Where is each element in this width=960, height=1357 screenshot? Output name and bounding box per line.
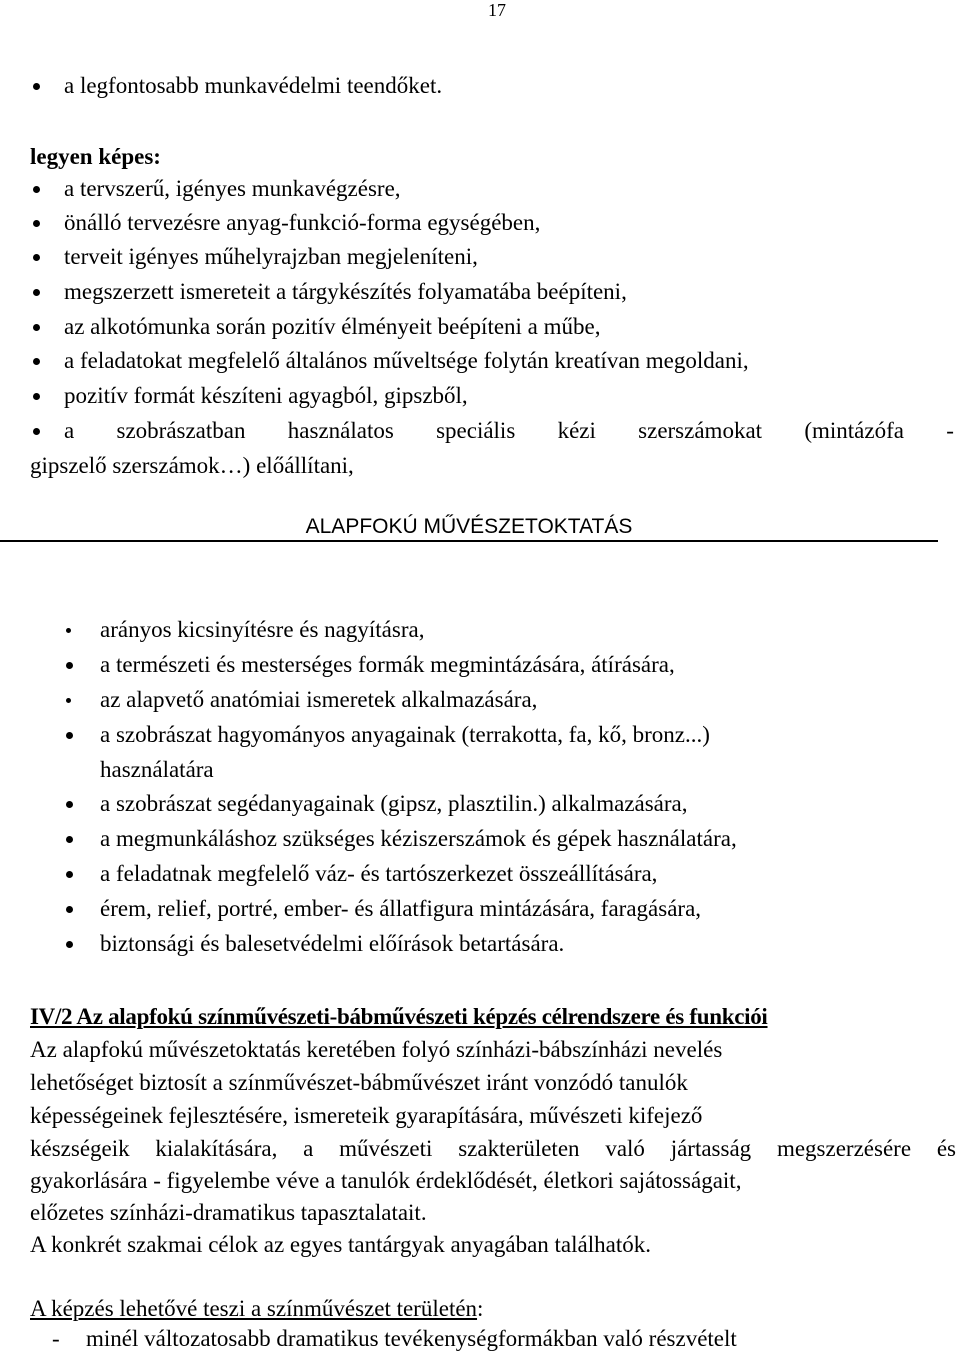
opportunity-heading-line bbox=[30, 1292, 483, 1326]
word: szobrászatban bbox=[116, 418, 246, 443]
paragraph-line: Az alapfokú művészetoktatás keretében folyó színházi-bábszínházi nevelés bbox=[30, 1037, 723, 1062]
list-item-text: a természeti és mesterséges formák megmintázására, átírására, bbox=[100, 652, 675, 677]
section-title: IV/2 Az alapfokú színművészeti-bábművészeti képzés célrendszere és funkciói bbox=[30, 1004, 768, 1029]
list-item-text: arányos kicsinyítésre és nagyításra, bbox=[100, 617, 425, 642]
bullet-icon bbox=[33, 186, 40, 193]
list-item-text: az alkotómunka során pozitív élményeit beépíteni a műbe, bbox=[64, 314, 601, 339]
paragraph-line: lehetőséget biztosít a színművészet-bábművészet iránt vonzódó tanulók bbox=[30, 1070, 688, 1095]
list-item-text: minél változatosabb dramatikus tevékenységformákban való részvételt bbox=[86, 1326, 737, 1351]
list-item-text: a feladatokat megfelelő általános műveltsége folytán kreatívan megoldani, bbox=[64, 348, 749, 373]
dash-marker: - bbox=[52, 1326, 60, 1351]
bullet-icon bbox=[66, 732, 73, 739]
bullet-icon bbox=[33, 428, 40, 435]
list-item-text: pozitív formát készíteni agyagból, gipszből, bbox=[64, 383, 468, 408]
list-item-text: az alapvető anatómiai ismeretek alkalmazására, bbox=[100, 687, 538, 712]
bullet-icon bbox=[33, 220, 40, 227]
list-item-text: a szobrászat hagyományos anyagainak (terrakotta, fa, kő, bronz...) bbox=[100, 722, 710, 747]
divider bbox=[0, 540, 938, 542]
list-item-text: megszerzett ismereteit a tárgykészítés folyamatába beépíteni, bbox=[64, 279, 627, 304]
word: szakterületen bbox=[458, 1136, 580, 1161]
list-item-text: a feladatnak megfelelő váz- és tartószerkezet összeállítására, bbox=[100, 861, 658, 886]
section-heading: ALAPFOKÚ MŰVÉSZETOKTATÁS bbox=[305, 515, 633, 538]
list-item-continuation: használatára bbox=[100, 757, 214, 782]
bullet-icon bbox=[33, 83, 40, 90]
list-item-text: a szobrászat segédanyagainak (gipsz, plasztilin.) alkalmazására, bbox=[100, 791, 688, 816]
bullet-icon bbox=[66, 871, 73, 878]
bullet-icon bbox=[33, 254, 40, 261]
list-item-text: önálló tervezésre anyag-funkció-forma egységében, bbox=[64, 210, 541, 235]
list-item-text: a tervszerű, igényes munkavégzésre, bbox=[64, 176, 401, 201]
paragraph-line: előzetes színházi-dramatikus tapasztalatait. bbox=[30, 1200, 427, 1225]
bullet-icon bbox=[33, 324, 40, 331]
word: megszerzésére bbox=[776, 1136, 912, 1161]
list-item-text: terveit igényes műhelyrajzban megjeleníteni, bbox=[64, 244, 478, 269]
word: használatos bbox=[287, 418, 394, 443]
word: (mintázófa bbox=[804, 418, 904, 443]
word: való bbox=[605, 1136, 645, 1161]
page-number: 17 bbox=[488, 0, 506, 20]
bullet-icon bbox=[66, 906, 73, 913]
justified-line bbox=[64, 414, 954, 448]
paragraph-line: képességeinek fejlesztésére, ismereteik gyarapítására, művészeti kifejező bbox=[30, 1103, 703, 1128]
list-item-continuation: gipszelő szerszámok…) előállítani, bbox=[30, 453, 354, 478]
word: készségeik bbox=[30, 1136, 130, 1161]
bullet-icon bbox=[66, 698, 71, 703]
bullet-icon bbox=[33, 358, 40, 365]
bullet-icon bbox=[33, 289, 40, 296]
word: kialakítására, bbox=[155, 1136, 278, 1161]
list-item-text: a megmunkáláshoz szükséges kéziszerszámok és gépek használatára, bbox=[100, 826, 737, 851]
bullet-icon bbox=[66, 836, 73, 843]
bullet-icon bbox=[66, 941, 73, 948]
word: - bbox=[946, 418, 954, 443]
bullet-icon bbox=[33, 393, 40, 400]
list-item-text: a legfontosabb munkavédelmi teendőket. bbox=[64, 73, 443, 98]
word: művészeti bbox=[339, 1136, 433, 1161]
paragraph-line: gyakorlására - figyelembe véve a tanulók érdeklődését, életkori sajátosságait, bbox=[30, 1168, 742, 1193]
heading-colon: : bbox=[477, 1296, 484, 1321]
word: kézi bbox=[557, 418, 596, 443]
list-item-text: biztonsági és balesetvédelmi előírások betartására. bbox=[100, 931, 565, 956]
opportunity-heading: A képzés lehetővé teszi a színművészet területén bbox=[30, 1296, 478, 1321]
list-item-text: érem, relief, portré, ember- és állatfigura mintázására, faragására, bbox=[100, 896, 702, 921]
word: szerszámokat bbox=[638, 418, 763, 443]
bullet-icon bbox=[66, 628, 71, 633]
justified-line bbox=[30, 1132, 956, 1166]
capable-heading: legyen képes: bbox=[30, 144, 161, 169]
word: speciális bbox=[436, 418, 516, 443]
bullet-icon bbox=[66, 662, 73, 669]
paragraph-line: A konkrét szakmai célok az egyes tantárgyak anyagában találhatók. bbox=[30, 1232, 651, 1257]
word: a bbox=[64, 418, 75, 443]
bullet-icon bbox=[66, 801, 73, 808]
word: és bbox=[936, 1136, 956, 1161]
word: jártasság bbox=[670, 1136, 752, 1161]
word: a bbox=[303, 1136, 314, 1161]
